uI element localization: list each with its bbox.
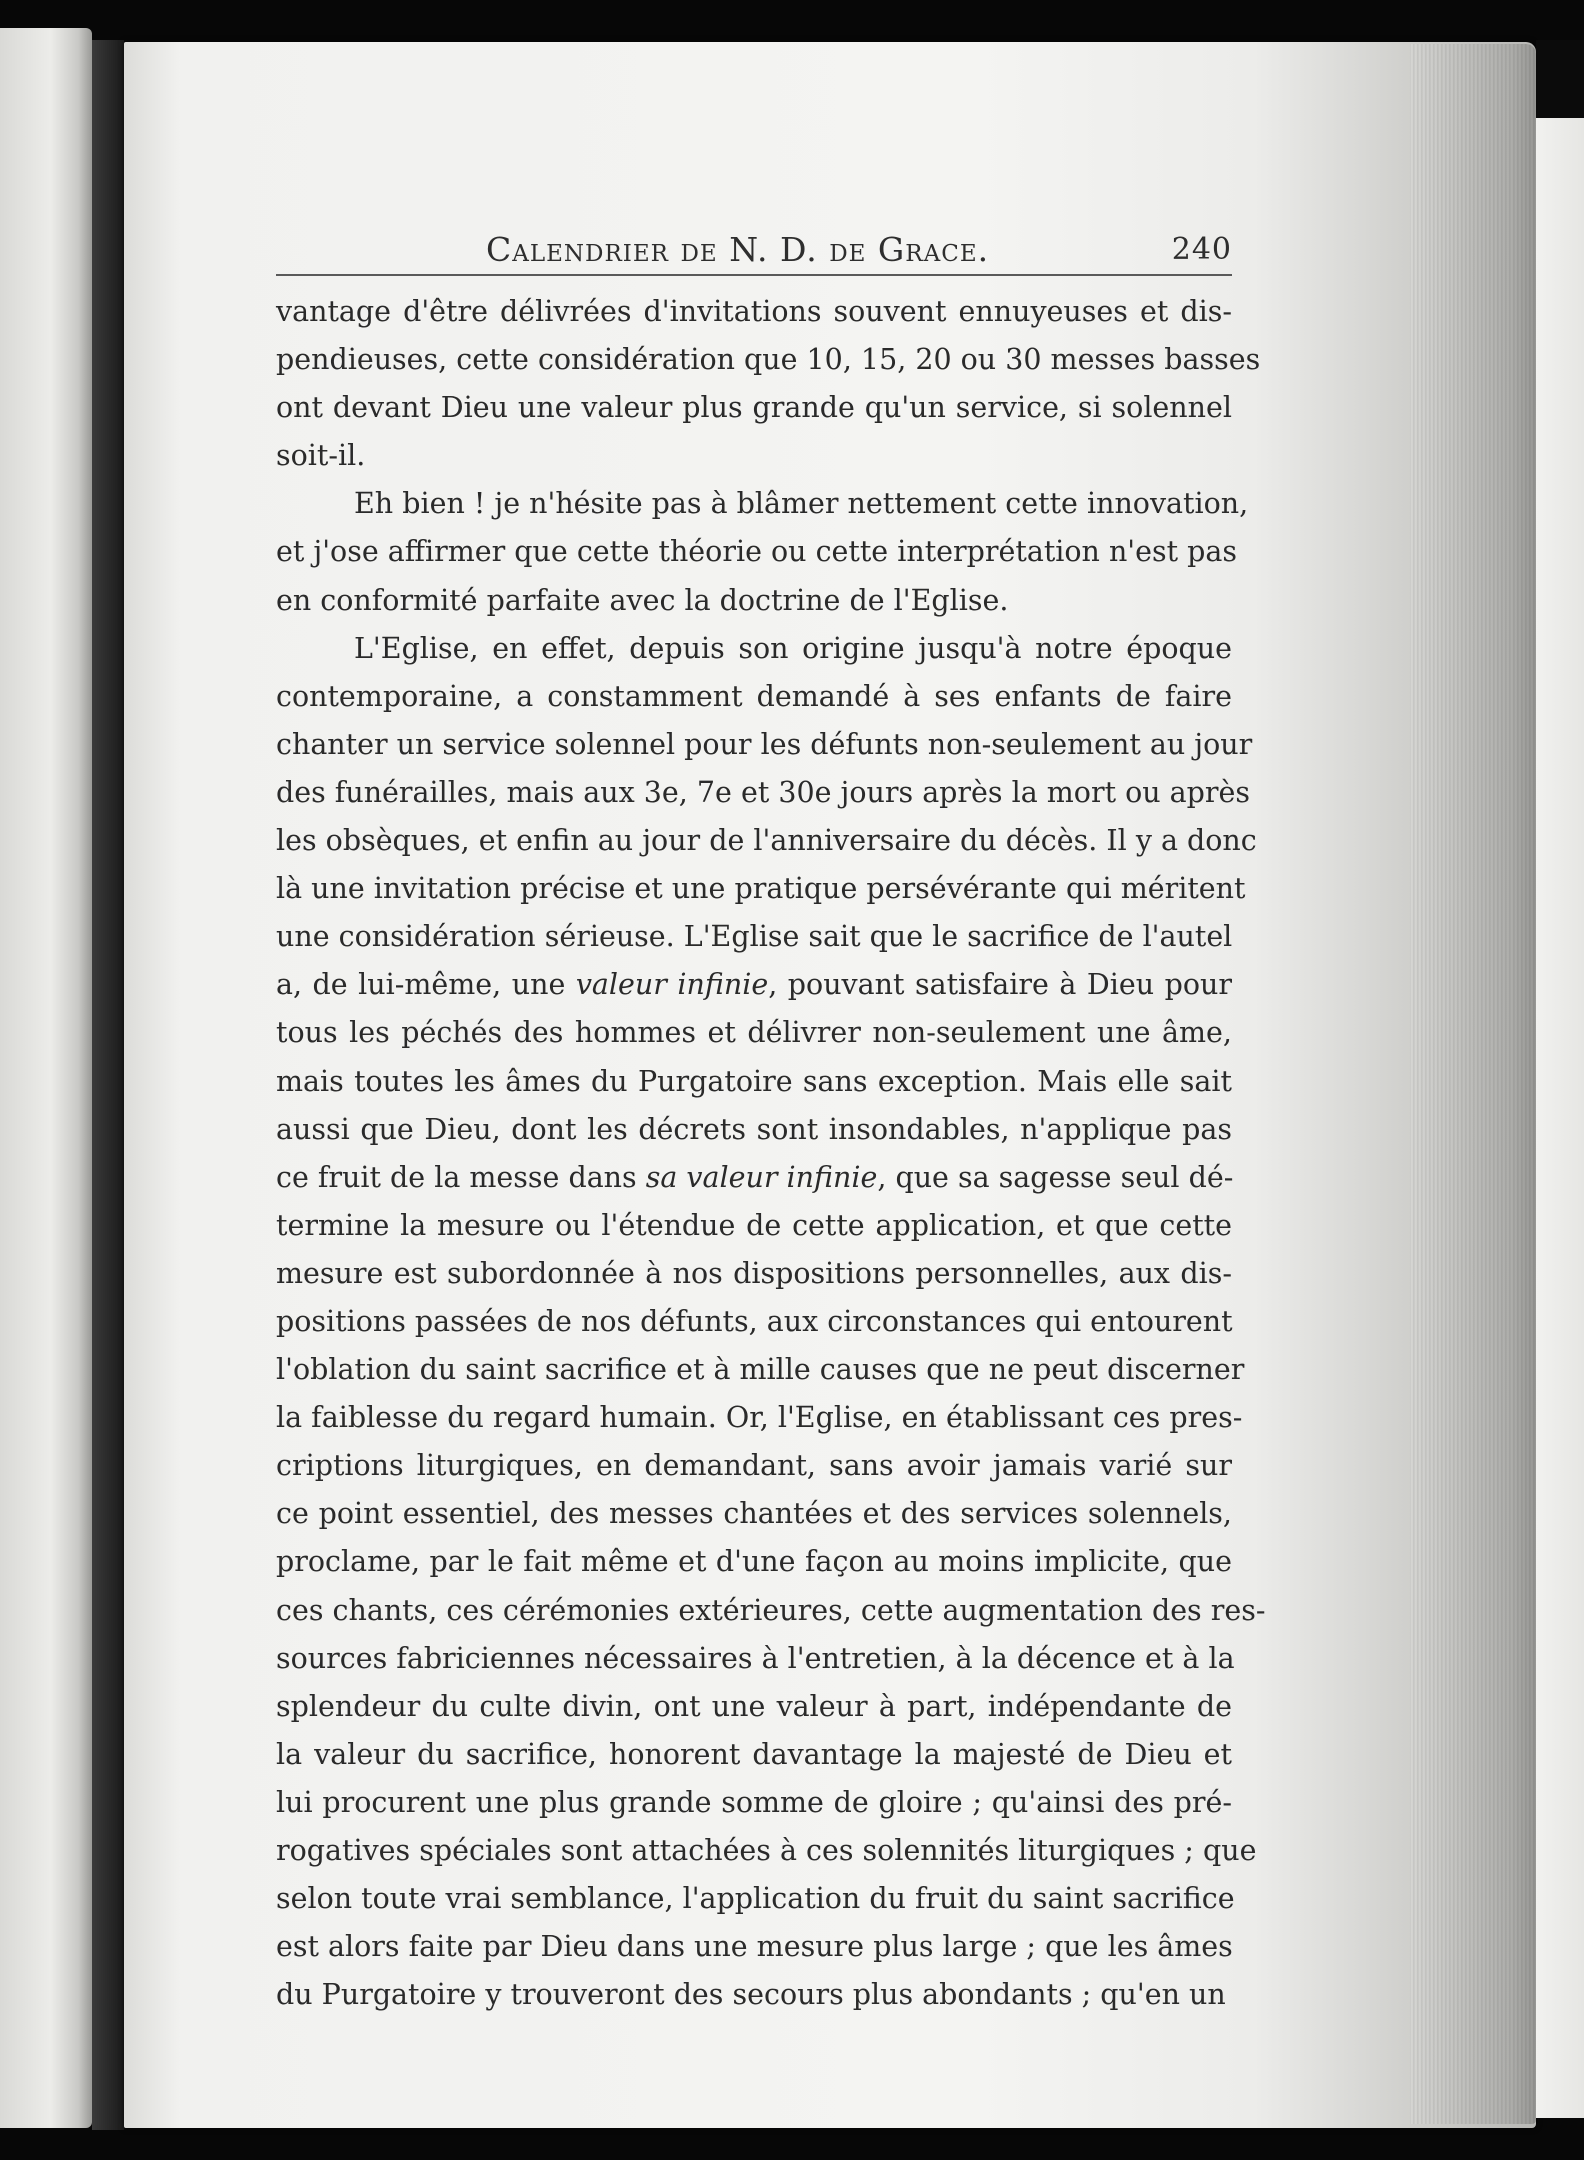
text-line: ce point essentiel, des messes chantées et des services solennels,: [276, 1497, 1232, 1531]
running-title: Calendrier de N. D. de Grace.: [486, 230, 990, 269]
text-line: en conformité parfaite avec la doctrine de l'Eglise.: [276, 583, 1009, 617]
text-line: sources fabriciennes nécessaires à l'entretien, à la décence et à la: [276, 1641, 1235, 1675]
background-shadow: [1536, 40, 1584, 118]
text-line: Eh bien ! je n'hésite pas à blâmer nettement cette innovation,: [354, 487, 1249, 521]
paragraph: [276, 480, 1249, 624]
page-number: 240: [1171, 232, 1232, 267]
facing-page-edge: [0, 28, 92, 2128]
background-strip: [1536, 118, 1584, 2118]
text-line: chanter un service solennel pour les défunts non-seulement au jour: [276, 727, 1253, 761]
paragraph: [276, 625, 1266, 2020]
text-line: proclame, par le fait même et d'une façon au moins implicite, que: [276, 1545, 1232, 1579]
text-line: a, de lui-même, une valeur infinie, pouvant satisfaire à Dieu pour: [276, 968, 1232, 1002]
text-line: contemporaine, a constamment demandé à ses enfants de faire: [276, 679, 1232, 713]
text-line: pendieuses, cette considération que 10, 15, 20 ou 30 messes basses: [276, 343, 1261, 377]
page-content: [276, 222, 1266, 2019]
text-line: ces chants, ces cérémonies extérieures, cette augmentation des res-: [276, 1593, 1266, 1627]
text-line: ont devant Dieu une valeur plus grande qu'un service, si solennel: [276, 391, 1232, 425]
text-line: lui procurent une plus grande somme de gloire ; qu'ainsi des pré-: [276, 1785, 1232, 1819]
book-gutter: [92, 40, 124, 2130]
text-line: rogatives spéciales sont attachées à ces solennités liturgiques ; que: [276, 1834, 1257, 1867]
text-line: est alors faite par Dieu dans une mesure plus large ; que les âmes: [276, 1930, 1233, 1964]
text-line: positions passées de nos défunts, aux circonstances qui entourent: [276, 1304, 1233, 1338]
text-line: une considération sérieuse. L'Eglise sait que le sacrifice de l'autel: [276, 920, 1233, 954]
text-line: les obsèques, et enfin au jour de l'anniversaire du décès. Il y a donc: [276, 824, 1257, 858]
body-text: [276, 288, 1266, 2019]
text-line: la faiblesse du regard humain. Or, l'Eglise, en établissant ces pres-: [276, 1401, 1243, 1435]
text-line: selon toute vrai semblance, l'application du fruit du saint sacrifice: [276, 1882, 1235, 1916]
text-line: termine la mesure ou l'étendue de cette application, et que cette: [276, 1208, 1232, 1242]
text-line: l'oblation du saint sacrifice et à mille causes que ne peut discerner: [276, 1353, 1245, 1387]
text-line: tous les péchés des hommes et délivrer non-seulement une âme,: [276, 1016, 1232, 1050]
text-line: aussi que Dieu, dont les décrets sont insondables, n'applique pas: [276, 1112, 1232, 1146]
text-line: là une invitation précise et une pratique persévérante qui méritent: [276, 872, 1246, 906]
running-head: [276, 222, 1232, 276]
text-line: et j'ose affirmer que cette théorie ou cette interprétation n'est pas: [276, 535, 1238, 569]
text-line: ce fruit de la messe dans sa valeur infinie, que sa sagesse seul dé-: [276, 1160, 1234, 1194]
text-line: soit-il.: [276, 439, 366, 473]
text-line: du Purgatoire y trouveront des secours plus abondants ; qu'en un: [276, 1978, 1226, 2012]
text-line: des funérailles, mais aux 3e, 7e et 30e jours après la mort ou après: [276, 775, 1251, 809]
text-line: criptions liturgiques, en demandant, sans avoir jamais varié sur: [276, 1449, 1232, 1483]
text-line: mesure est subordonnée à nos dispositions personnelles, aux dis-: [276, 1256, 1232, 1290]
page-block-edge: [1410, 44, 1536, 2124]
text-line: vantage d'être délivrées d'invitations souvent ennuyeuses et dis-: [276, 295, 1232, 328]
text-line: mais toutes les âmes du Purgatoire sans exception. Mais elle sait: [276, 1064, 1232, 1098]
text-line: L'Eglise, en effet, depuis son origine jusqu'à notre époque: [354, 631, 1232, 665]
text-line: la valeur du sacrifice, honorent davantage la majesté de Dieu et: [276, 1737, 1232, 1771]
paragraph: [276, 288, 1261, 480]
text-line: splendeur du culte divin, ont une valeur à part, indépendante de: [276, 1689, 1232, 1723]
